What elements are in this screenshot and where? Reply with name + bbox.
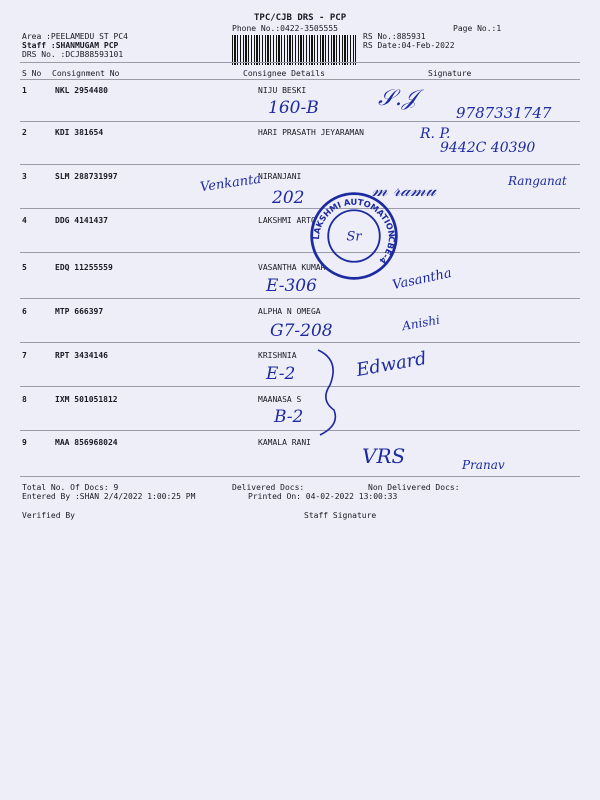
row-consignment: EDQ 11255559 xyxy=(55,263,113,272)
col-header-signature: Signature xyxy=(428,69,472,78)
row-consignment: DDG 4141437 xyxy=(55,216,108,225)
staff-signature: Staff Signature xyxy=(304,511,377,520)
handwritten-name: R. P. xyxy=(420,126,451,142)
row-consignee: VASANTHA KUMAR xyxy=(258,263,326,272)
page-number: Page No.:1 xyxy=(453,24,502,33)
row-divider xyxy=(20,252,580,253)
rs-number: RS No.:885931 xyxy=(363,32,426,41)
handwritten-phone: 9787331747 xyxy=(456,104,552,122)
row-consignment: MAA 856968024 xyxy=(55,438,118,447)
drs-number: DRS No. :DCJB88593101 xyxy=(22,50,124,59)
handwritten-signature: VRS xyxy=(362,444,406,468)
row-consignment: KDI 381654 xyxy=(55,128,104,137)
handwritten-flat: 202 xyxy=(272,188,305,208)
header-divider xyxy=(20,62,580,63)
svg-text:CBE-4: CBE-4 xyxy=(377,235,398,266)
staff-label: Staff :SHANMUGAM PCP xyxy=(22,41,119,50)
stamp-seal-icon xyxy=(308,190,400,282)
row-sno: 4 xyxy=(22,216,27,225)
row-divider xyxy=(20,298,580,299)
row-divider xyxy=(20,208,580,209)
row-consignee: KRISHNIA xyxy=(258,351,297,360)
svg-text:Sr: Sr xyxy=(346,229,362,245)
handwritten-flat: G7-208 xyxy=(270,321,333,341)
row-consignment: NKL 2954480 xyxy=(55,86,108,95)
handwritten-flat: 160-B xyxy=(268,98,319,118)
row-sno: 2 xyxy=(22,128,27,137)
handwritten-flat: E-2 xyxy=(266,364,296,384)
area-label: Area :PEELAMEDU ST PC4 xyxy=(22,32,128,41)
handwritten-signature-icon: 𝓂 𝓇𝒶𝓂𝓊 xyxy=(372,180,436,201)
handwritten-name: Ranganat xyxy=(508,174,567,188)
row-consignment: SLM 288731997 xyxy=(55,172,118,181)
sheet-title: TPC/CJB DRS - PCP xyxy=(254,13,347,23)
handwritten-flat: E-306 xyxy=(266,276,317,296)
row-consignee: ALPHA N OMEGA xyxy=(258,307,321,316)
company-stamp xyxy=(308,190,400,282)
handwritten-phone: 9442C 40390 xyxy=(440,140,536,156)
handwritten-bracket-icon xyxy=(300,340,350,440)
row-consignee: HARI PRASATH JEYARAMAN xyxy=(258,128,364,137)
handwritten-signature-icon: 𝒮.𝒥 xyxy=(378,86,418,111)
row-consignment: MTP 666397 xyxy=(55,307,104,316)
row-consignee: NIRANJANI xyxy=(258,172,302,181)
row-sno: 3 xyxy=(22,172,27,181)
row-consignee: MAANASA S xyxy=(258,395,302,404)
col-header-consignment: Consignment No xyxy=(52,69,120,78)
printed-on: Printed On: 04-02-2022 13:00:33 xyxy=(248,492,398,501)
verified-by: Verified By xyxy=(22,511,75,520)
rs-date: RS Date:04-Feb-2022 xyxy=(363,41,455,50)
barcode-image xyxy=(232,35,356,65)
handwritten-name: Venkanta xyxy=(199,171,262,196)
handwritten-name: Pranav xyxy=(462,458,505,472)
row-consignment: RPT 3434146 xyxy=(55,351,108,360)
row-sno: 5 xyxy=(22,263,27,272)
row-sno: 6 xyxy=(22,307,27,316)
non-delivered-docs: Non Delivered Docs: xyxy=(368,483,460,492)
table-bottom-divider xyxy=(20,476,580,477)
row-consignee: NIJU BESKI xyxy=(258,86,307,95)
delivered-docs: Delivered Docs: xyxy=(232,483,305,492)
col-header-consignee: Consignee Details xyxy=(243,69,325,78)
row-consignee: LAKSHMI ARTO xyxy=(258,216,316,225)
phone-number: Phone No.:0422-3505555 xyxy=(232,24,338,33)
row-sno: 1 xyxy=(22,86,27,95)
handwritten-name: Vasantha xyxy=(391,265,453,294)
row-divider xyxy=(20,164,580,165)
entered-by: Entered By :SHAN 2/4/2022 1:00:25 PM xyxy=(22,492,196,501)
handwritten-flat: B-2 xyxy=(274,407,304,427)
row-sno: 7 xyxy=(22,351,27,360)
row-consignee: KAMALA RANI xyxy=(258,438,311,447)
svg-text:LAKSHMI AUTOMATION: LAKSHMI AUTOMATION xyxy=(310,196,397,240)
handwritten-name: Edward xyxy=(354,348,429,381)
row-sno: 8 xyxy=(22,395,27,404)
column-header-divider xyxy=(20,79,580,80)
handwritten-name: Anishi xyxy=(401,312,441,334)
row-consignment: IXM 501051812 xyxy=(55,395,118,404)
col-header-sno: S No xyxy=(22,69,42,78)
total-docs: Total No. Of Docs: 9 xyxy=(22,483,119,492)
row-sno: 9 xyxy=(22,438,27,447)
